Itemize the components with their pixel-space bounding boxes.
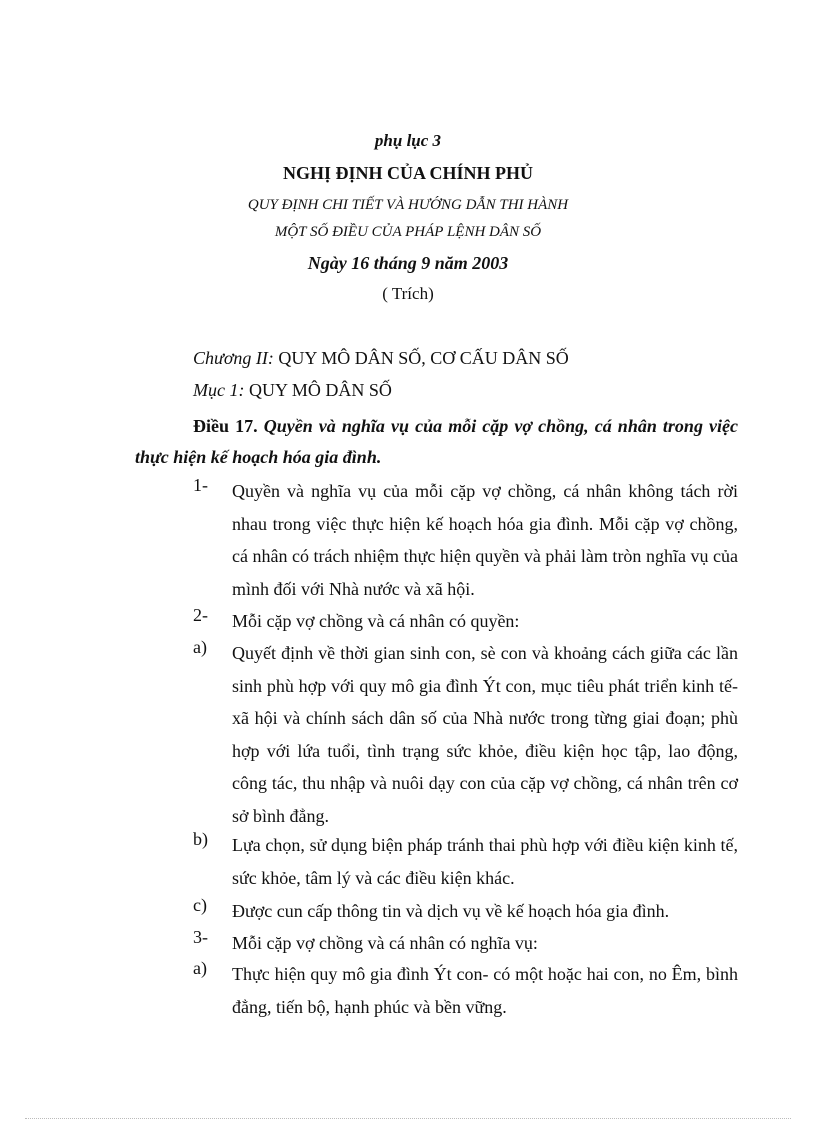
list-item-text: Mỗi cặp vợ chồng và cá nhân có nghĩa vụ: (232, 933, 538, 953)
list-marker: b) (193, 829, 208, 849)
list-item-text: Mỗi cặp vợ chồng và cá nhân có quyền: (232, 611, 520, 631)
section-heading (193, 380, 392, 401)
list-marker: a) (193, 958, 207, 978)
decree-title: NGHỊ ĐỊNH CỦA CHÍNH PHỦ (282, 163, 533, 183)
list-marker: a) (193, 637, 207, 657)
chapter-heading (193, 348, 569, 369)
list-marker: c) (193, 895, 207, 915)
article-title: Quyền và nghĩa vụ của mỗi cặp vợ chồng, cá nhân trong việc thực hiện kế hoạch hóa gia đình. (135, 416, 739, 467)
decree-date: Ngày 16 tháng 9 năm 2003 (307, 253, 509, 273)
list-item-text: Thực hiện quy mô gia đình Ýt con- có một hoặc hai con, no Êm, bình đẳng, tiến bộ, hạnh phúc và bền vững. (232, 964, 738, 1017)
appendix-label: phụ lục 3 (374, 131, 442, 150)
list-marker: 1- (193, 475, 208, 495)
excerpt-note: ( Trích) (382, 284, 434, 303)
decree-subtitle-line2: MỘT SỐ ĐIỀU CỦA PHÁP LỆNH DÂN SỐ (274, 224, 542, 240)
list-item-text: Quyết định về thời gian sinh con, sè con và khoảng cách giữa các lần sinh phù hợp với quy mô gia đình Ýt con, mục tiêu phát triển kinh tế- xã hội và chính sách dân số của Nhà nước trong từng giai đoạn; phù hợp với lứa tuổi, tình trạng sức khỏe, điều kiện học tập, lao động, công tác, thu nhập và nuôi dạy con của cặp vợ chồng, cá nhân trên cơ sở bình đẳng. (232, 643, 738, 826)
section-label: Mục 1: (193, 380, 245, 400)
list-marker: 3- (193, 927, 208, 947)
decree-subtitle-line1: QUY ĐỊNH CHI TIẾT VÀ HƯỚNG DẪN THI HÀNH (247, 197, 569, 213)
article-number: Điều 17. (193, 416, 258, 436)
chapter-label: Chương II: (193, 348, 274, 368)
page-bottom-divider (25, 1118, 791, 1119)
list-item-text: Lựa chọn, sử dụng biện pháp tránh thai phù hợp với điều kiện kinh tế, sức khỏe, tâm lý và các điều kiện khác. (232, 835, 738, 888)
article-heading (135, 411, 738, 473)
chapter-text: QUY MÔ DÂN SỐ, CƠ CẤU DÂN SỐ (273, 348, 569, 368)
section-text: QUY MÔ DÂN SỐ (244, 380, 392, 400)
list-item-text: Được cun cấp thông tin và dịch vụ về kế hoạch hóa gia đình. (232, 901, 670, 921)
list-marker: 2- (193, 605, 208, 625)
list-item-text: Quyền và nghĩa vụ của mỗi cặp vợ chồng, cá nhân không tách rời nhau trong việc thực hiện kế hoạch hóa gia đình. Mỗi cặp vợ chồng, cá nhân có trách nhiệm thực hiện quyền và phải làm tròn nghĩa vụ của mình đối với Nhà nước và xã hội. (232, 481, 738, 599)
